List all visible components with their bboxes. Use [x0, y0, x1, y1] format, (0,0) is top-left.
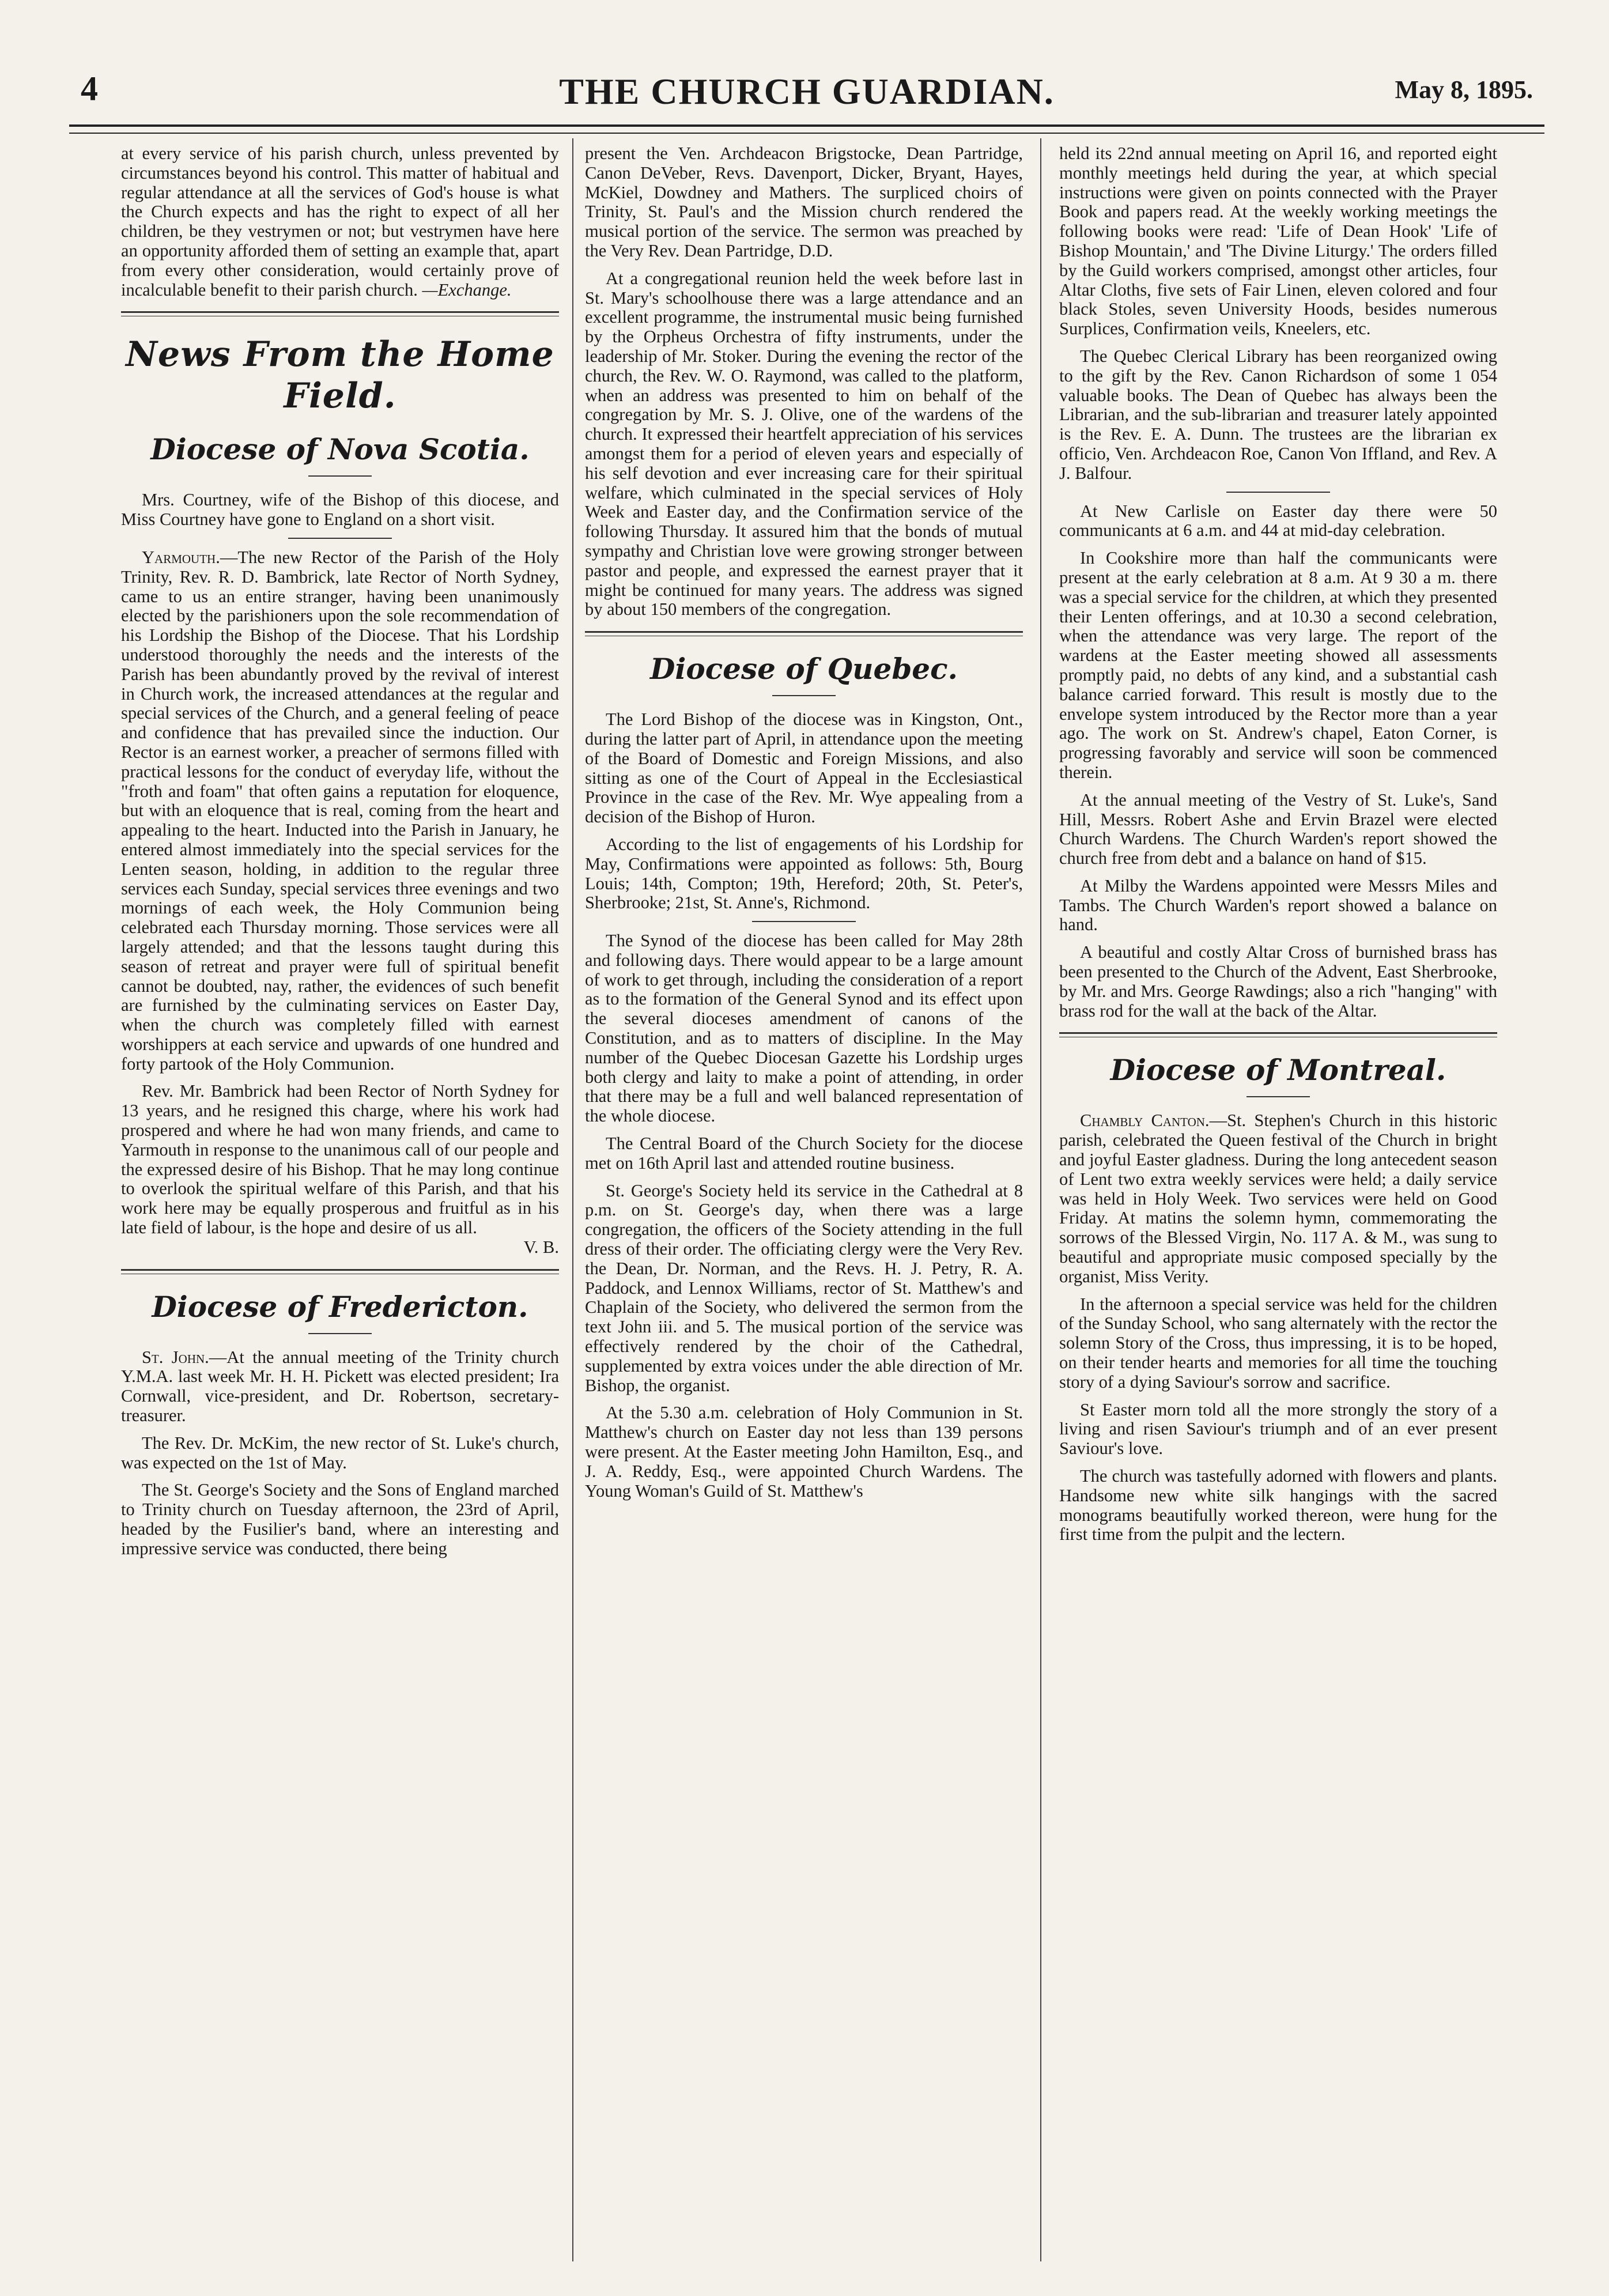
article-paragraph: At Milby the Wardens appointed were Messrs Miles and Tambs. The Church Warden's report showed a balance on hand.: [1059, 875, 1497, 935]
column-divider: [1040, 138, 1041, 2261]
article-paragraph: At a congregational reunion held the week before last in St. Mary's schoolhouse there was a large attendance and an excellent programme, the instrumental music being furnished by the Orpheus Orchestra of fifty instruments, under the leadership of Mr. Stoker. During the evening the rector of the church, the Rev. W. O. Raymond, was called to the platform, when an address was presented to him on behalf of the congregation by Mr. S. J. Olive, one of the wardens of the church. It expressed their heartfelt appreciation of his services amongst them for a period of eleven years and especially of his self devotion and ever increasing care for their spiritual welfare, which culminated in the special services of Holy Week and Easter day, and the Confirmation service of the following Thursday. It assured him that the bonds of mutual sympathy and Christian love were growing stronger between pastor and people, and expressed the earnest prayer that it might be continued for many years. The address was signed by about 150 members of the congregation.: [585, 268, 1023, 620]
page-number: 4: [81, 70, 98, 108]
diocese-heading: Diocese of Fredericton.: [152, 1289, 528, 1324]
divider: [308, 1333, 372, 1334]
section-heading: News From the Home Field.: [126, 334, 554, 417]
masthead: THE CHURCH GUARDIAN.: [559, 71, 1055, 112]
place-name: Yarmouth.: [142, 547, 220, 567]
column-divider: [572, 138, 573, 2261]
divider: [288, 538, 392, 539]
article-paragraph: Chambly Canton.—St. Stephen's Church in this historic parish, celebrated the Queen festival of the Church in bright and joyful Easter gladness. During the long antecedent season of Lent two extra weekly services were held; a daily service was held in Holy Week. Two services were held on Good Friday. At matins the solemn hymn, commemorating the sorrows of the Blessed Virgin, No. 117 A. & M., was sung to beautiful and appropriate music composed specially by the organist, Miss Verity.: [1059, 1111, 1497, 1286]
article-paragraph: The St. George's Society and the Sons of England marched to Trinity church on Tuesday afternoon, the 23rd of April, headed by the Fusilier's band, where an interesting and impressive service was conducted, there being: [121, 1480, 559, 1558]
article-paragraph: The Synod of the diocese has been called for May 28th and following days. There would appear to be a large amount of work to get through, including the consideration of a report as to the formation of the General Synod and its effect upon the several dioceses amendment of canons of the Constitution, and as to matters of discipline. In the May number of the Quebec Diocesan Gazette his Lordship urges both clergy and laity to make a point of attending, in order that there may be a full and well balanced representation of the whole diocese.: [585, 931, 1023, 1126]
section-rule: [121, 311, 559, 316]
article-paragraph: The Central Board of the Church Society for the diocese met on 16th April last and attended routine business.: [585, 1134, 1023, 1173]
article-paragraph: In the afternoon a special service was held for the children of the Sunday School, who sang alternately with the rector the solemn Story of the Cross, thus impressing, it is to be hoped, on their tender hearts and memories for all time the touching story of a dying Saviour's sorrow and sacrifice.: [1059, 1294, 1497, 1392]
article-paragraph: St. John.—At the annual meeting of the Trinity church Y.M.A. last week Mr. H. H. Pickett was elected president; Ira Cornwall, vice-president, and Dr. Robertson, secretary-treasurer.: [121, 1347, 559, 1426]
diocese-heading: Diocese of Quebec.: [650, 652, 958, 686]
section-rule: [121, 1269, 559, 1274]
article-paragraph: at every service of his parish church, unless prevented by circumstances beyond his control. This matter of habitual and regular attendance at all the services of God's house is what the Church expects and has the right to expect of all her children, be they vestrymen or not; but vestrymen have here an opportunity afforded them of setting an example that, apart from every other consideration, would certainly prove of incalculable benefit to their parish church. —Exchange.: [121, 144, 559, 300]
article-paragraph: Yarmouth.—The new Rector of the Parish of the Holy Trinity, Rev. R. D. Bambrick, late Rector of North Sydney, came to us an entire stranger, having been unanimously elected by the parishioners upon the sole recommendation of his Lordship the Bishop of the Diocese. That his Lordship understood thoroughly the needs and the interests of the Parish has been abundantly proved by the revival of interest in Church work, the increased attendances at the regular and special services of the Church, and a general feeling of peace and confidence that has prevailed since the induction. Our Rector is an earnest worker, a preacher of sermons filled with practical lessons for the conduct of everyday life, without the "froth and foam" that often gains a reputation for eloquence, but with an eloquence that is real, coming from the heart and appealing to the heart. Inducted into the Parish in January, he entered almost immediately into the special services for the Lenten season, holding, in addition to the regular three services each Sunday, special services three evenings and two mornings of each week, the Holy Communion being celebrated each Thursday morning. Those services were all largely attended; and that the lessons taught during this season of retreat and prayer were full of spiritual benefit cannot be doubted, nay, rather, the evidences of such benefit are furnished by the culminating services on Easter Day, when the church was completely filled with earnest worshippers at each service and upwards of one hundred and forty partook of the Holy Communion.: [121, 547, 559, 1074]
column-3: [1059, 144, 1497, 2261]
article-paragraph: At the annual meeting of the Vestry of St. Luke's, Sand Hill, Messrs. Robert Ashe and Ervin Brazel were elected Church Wardens. The Church Warden's report showed the church free from debt and a balance on hand of $15.: [1059, 790, 1497, 868]
article-paragraph: At New Carlisle on Easter day there were 50 communicants at 6 a.m. and 44 at mid-day celebration.: [1059, 501, 1497, 541]
column-2: [585, 144, 1023, 2261]
header-rule-thin: [69, 133, 1544, 134]
place-name: St. John.: [142, 1347, 209, 1367]
signature: V. B.: [523, 1237, 559, 1257]
section-rule: [1059, 1032, 1497, 1037]
article-paragraph: At the 5.30 a.m. celebration of Holy Communion in St. Matthew's church on Easter day not less than 139 persons were present. At the Easter meeting John Hamilton, Esq., and J. A. Reddy, Esq., were appointed Church Wardens. The Young Woman's Guild of St. Matthew's: [585, 1403, 1023, 1501]
article-paragraph: The Rev. Dr. McKim, the new rector of St. Luke's church, was expected on the 1st of May.: [121, 1433, 559, 1472]
header-rule: [69, 124, 1544, 127]
place-name: Chambly Canton.: [1080, 1111, 1210, 1131]
article-paragraph: St Easter morn told all the more strongly the story of a living and risen Saviour's triumph and of an ever present Saviour's love.: [1059, 1399, 1497, 1459]
divider: [308, 475, 372, 477]
article-paragraph: St. George's Society held its service in the Cathedral at 8 p.m. on St. George's day, when there was a large congregation, the officers of the Society attending in the full dress of their order. The officiating clergy were the Very Rev. the Dean, Dr. Norman, and the Revs. H. J. Petry, R. A. Paddock, and Lennox Williams, rector of St. Matthew's and Chaplain of the Society, who delivered the sermon from the text John iii. and 5. The musical portion of the service was effectively rendered by the choir of the Cathedral, supplemented by extra voices under the able direction of Mr. Bishop, the organist.: [585, 1180, 1023, 1395]
article-paragraph: In Cookshire more than half the communicants were present at the early celebration at 8 a.m. At 9 30 a m. there was a special service for the children, at which they presented their Lenten offerings, and at 10.30 a second celebration, when the attendance was very large. The report of the wardens at the Easter meeting showed all assessments promptly paid, no debts of any kind, and a substantial cash balance carried forward. This result is mostly due to the envelope system introduced by the Rector more than a year ago. The work on St. Andrew's chapel, Eaton Corner, is progressing favorably and service will soon be commenced therein.: [1059, 548, 1497, 782]
article-paragraph: Rev. Mr. Bambrick had been Rector of North Sydney for 13 years, and he resigned this charge, where his work had prospered and where he had won many friends, and came to Yarmouth in response to the unanimous call of our people and the expressed desire of his Bishop. That he may long continue to overlook the spiritual welfare of this Parish, and that his work here may be equally prosperous and fruitful as in his late field of labour, is the hope and desire of us all. V. B.: [121, 1081, 559, 1257]
article-paragraph: present the Ven. Archdeacon Brigstocke, Dean Partridge, Canon DeVeber, Revs. Davenport, Dicker, Bryant, Hayes, McKiel, Dowdney and Mathers. The surpliced choirs of Trinity, St. Paul's and the Mission church rendered the musical portion of the service. The sermon was preached by the Very Rev. Dean Partridge, D.D.: [585, 144, 1023, 260]
article-paragraph: The Lord Bishop of the diocese was in Kingston, Ont., during the latter part of April, in attendance upon the meeting of the Board of Domestic and Foreign Missions, and also sitting as one of the Court of Appeal in the Ecclesiastical Province in the case of the Rev. Mr. Wye appealing from a decision of the Bishop of Huron.: [585, 709, 1023, 827]
divider: [772, 695, 836, 696]
column-1: [121, 144, 559, 2261]
article-paragraph: The Quebec Clerical Library has been reorganized owing to the gift by the Rev. Canon Richardson of some 1 054 valuable books. The Dean of Quebec has always been the Librarian, and the sub-librarian and treasurer lately appointed is the Rev. E. A. Dunn. The trustees are the librarian ex officio, Ven. Archdeacon Roe, Canon Von Iffland, and Rev. A J. Balfour.: [1059, 346, 1497, 483]
diocese-heading: Diocese of Montreal.: [1110, 1053, 1446, 1087]
section-rule: [585, 631, 1023, 636]
page-header: [69, 58, 1544, 115]
article-paragraph: According to the list of engagements of his Lordship for May, Confirmations were appointed as follows: 5th, Bourg Louis; 14th, Compton; 19th, Hereford; 20th, St. Peter's, Sherbrooke; 21st, St. Anne's, Richmond.: [585, 834, 1023, 913]
diocese-heading: Diocese of Nova Scotia.: [150, 432, 530, 467]
article-paragraph: Mrs. Courtney, wife of the Bishop of this diocese, and Miss Courtney have gone to England on a short visit.: [121, 490, 559, 530]
article-paragraph: held its 22nd annual meeting on April 16, and reported eight monthly meetings held during the year, at which special instructions were given on points connected with the Prayer Book and papers read. At the weekly working meetings the following books were read: 'Life of Dean Hook' 'Life of Bishop Mountain,' and 'The Divine Liturgy.' The orders filled by the Guild workers comprised, amongst other articles, four Altar Cloths, five sets of Fair Linen, eleven colored and four black Stoles, seven University Hoods, besides numerous Surplices, Confirmation veils, Kneelers, etc.: [1059, 144, 1497, 339]
article-paragraph: The church was tastefully adorned with flowers and plants. Handsome new white silk hangings with the sacred monograms beautifully worked thereon, were hung for the first time from the pulpit and the lectern.: [1059, 1466, 1497, 1544]
article-paragraph: A beautiful and costly Altar Cross of burnished brass has been presented to the Church of the Advent, East Sherbrooke, by Mr. and Mrs. George Rawdings; also a rich "hanging" with brass rod for the wall at the back of the Altar.: [1059, 942, 1497, 1021]
divider: [1226, 492, 1330, 493]
divider: [1247, 1096, 1310, 1097]
divider: [752, 921, 856, 922]
issue-date: May 8, 1895.: [1395, 75, 1533, 104]
source-credit: —Exchange.: [422, 280, 512, 300]
